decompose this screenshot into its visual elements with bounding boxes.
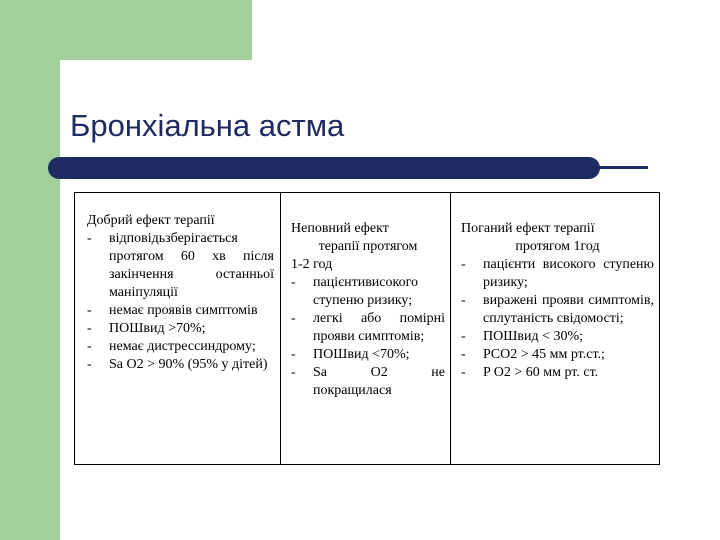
column-heading: Неповний ефект терапії протягом 1-2 год xyxy=(291,221,418,272)
decorative-green-corner xyxy=(0,0,252,60)
list-item: - ПОШвид <70%; xyxy=(291,347,410,362)
list-item: - Sa O2 не покращилася xyxy=(291,365,445,398)
column-heading: Поганий ефект терапії протягом 1год xyxy=(461,221,600,254)
list-item: - ПОШвид >70%; xyxy=(87,321,206,336)
therapy-effect-table xyxy=(74,192,660,465)
column-partial-effect xyxy=(280,193,451,464)
list-item: - пацієнти високого ступеню ризику; xyxy=(461,257,654,290)
list-item: - легкі або помірні прояви симптомів; xyxy=(291,311,445,344)
decorative-green-sidebar xyxy=(0,60,60,540)
list-item: - пацієнтивисокого ступеню ризику; xyxy=(291,275,418,308)
list-item: - немає проявів симптомів xyxy=(87,303,258,318)
list-item: - немає дистрессиндрому; xyxy=(87,339,256,354)
list-item: - виражені прояви симптомів, сплутаність свідомості; xyxy=(461,293,654,326)
list-item: - P O2 > 60 мм рт. ст. xyxy=(461,365,599,380)
list-item: - відповідьзберігається протягом 60 хв після закінчення останньої маніпуляції xyxy=(87,231,274,300)
column-heading: Добрий ефект терапії xyxy=(87,213,215,228)
slide-title: Бронхіальна астма xyxy=(70,108,345,143)
list-item: - PCO2 > 45 мм рт.ст.; xyxy=(461,347,605,362)
column-good-effect xyxy=(75,193,280,464)
column-poor-effect xyxy=(450,193,660,464)
list-item: - ПОШвид < 30%; xyxy=(461,329,584,344)
list-item: - Sa O2 > 90% (95% у дітей) xyxy=(87,357,268,372)
title-underline-bar xyxy=(60,157,600,179)
